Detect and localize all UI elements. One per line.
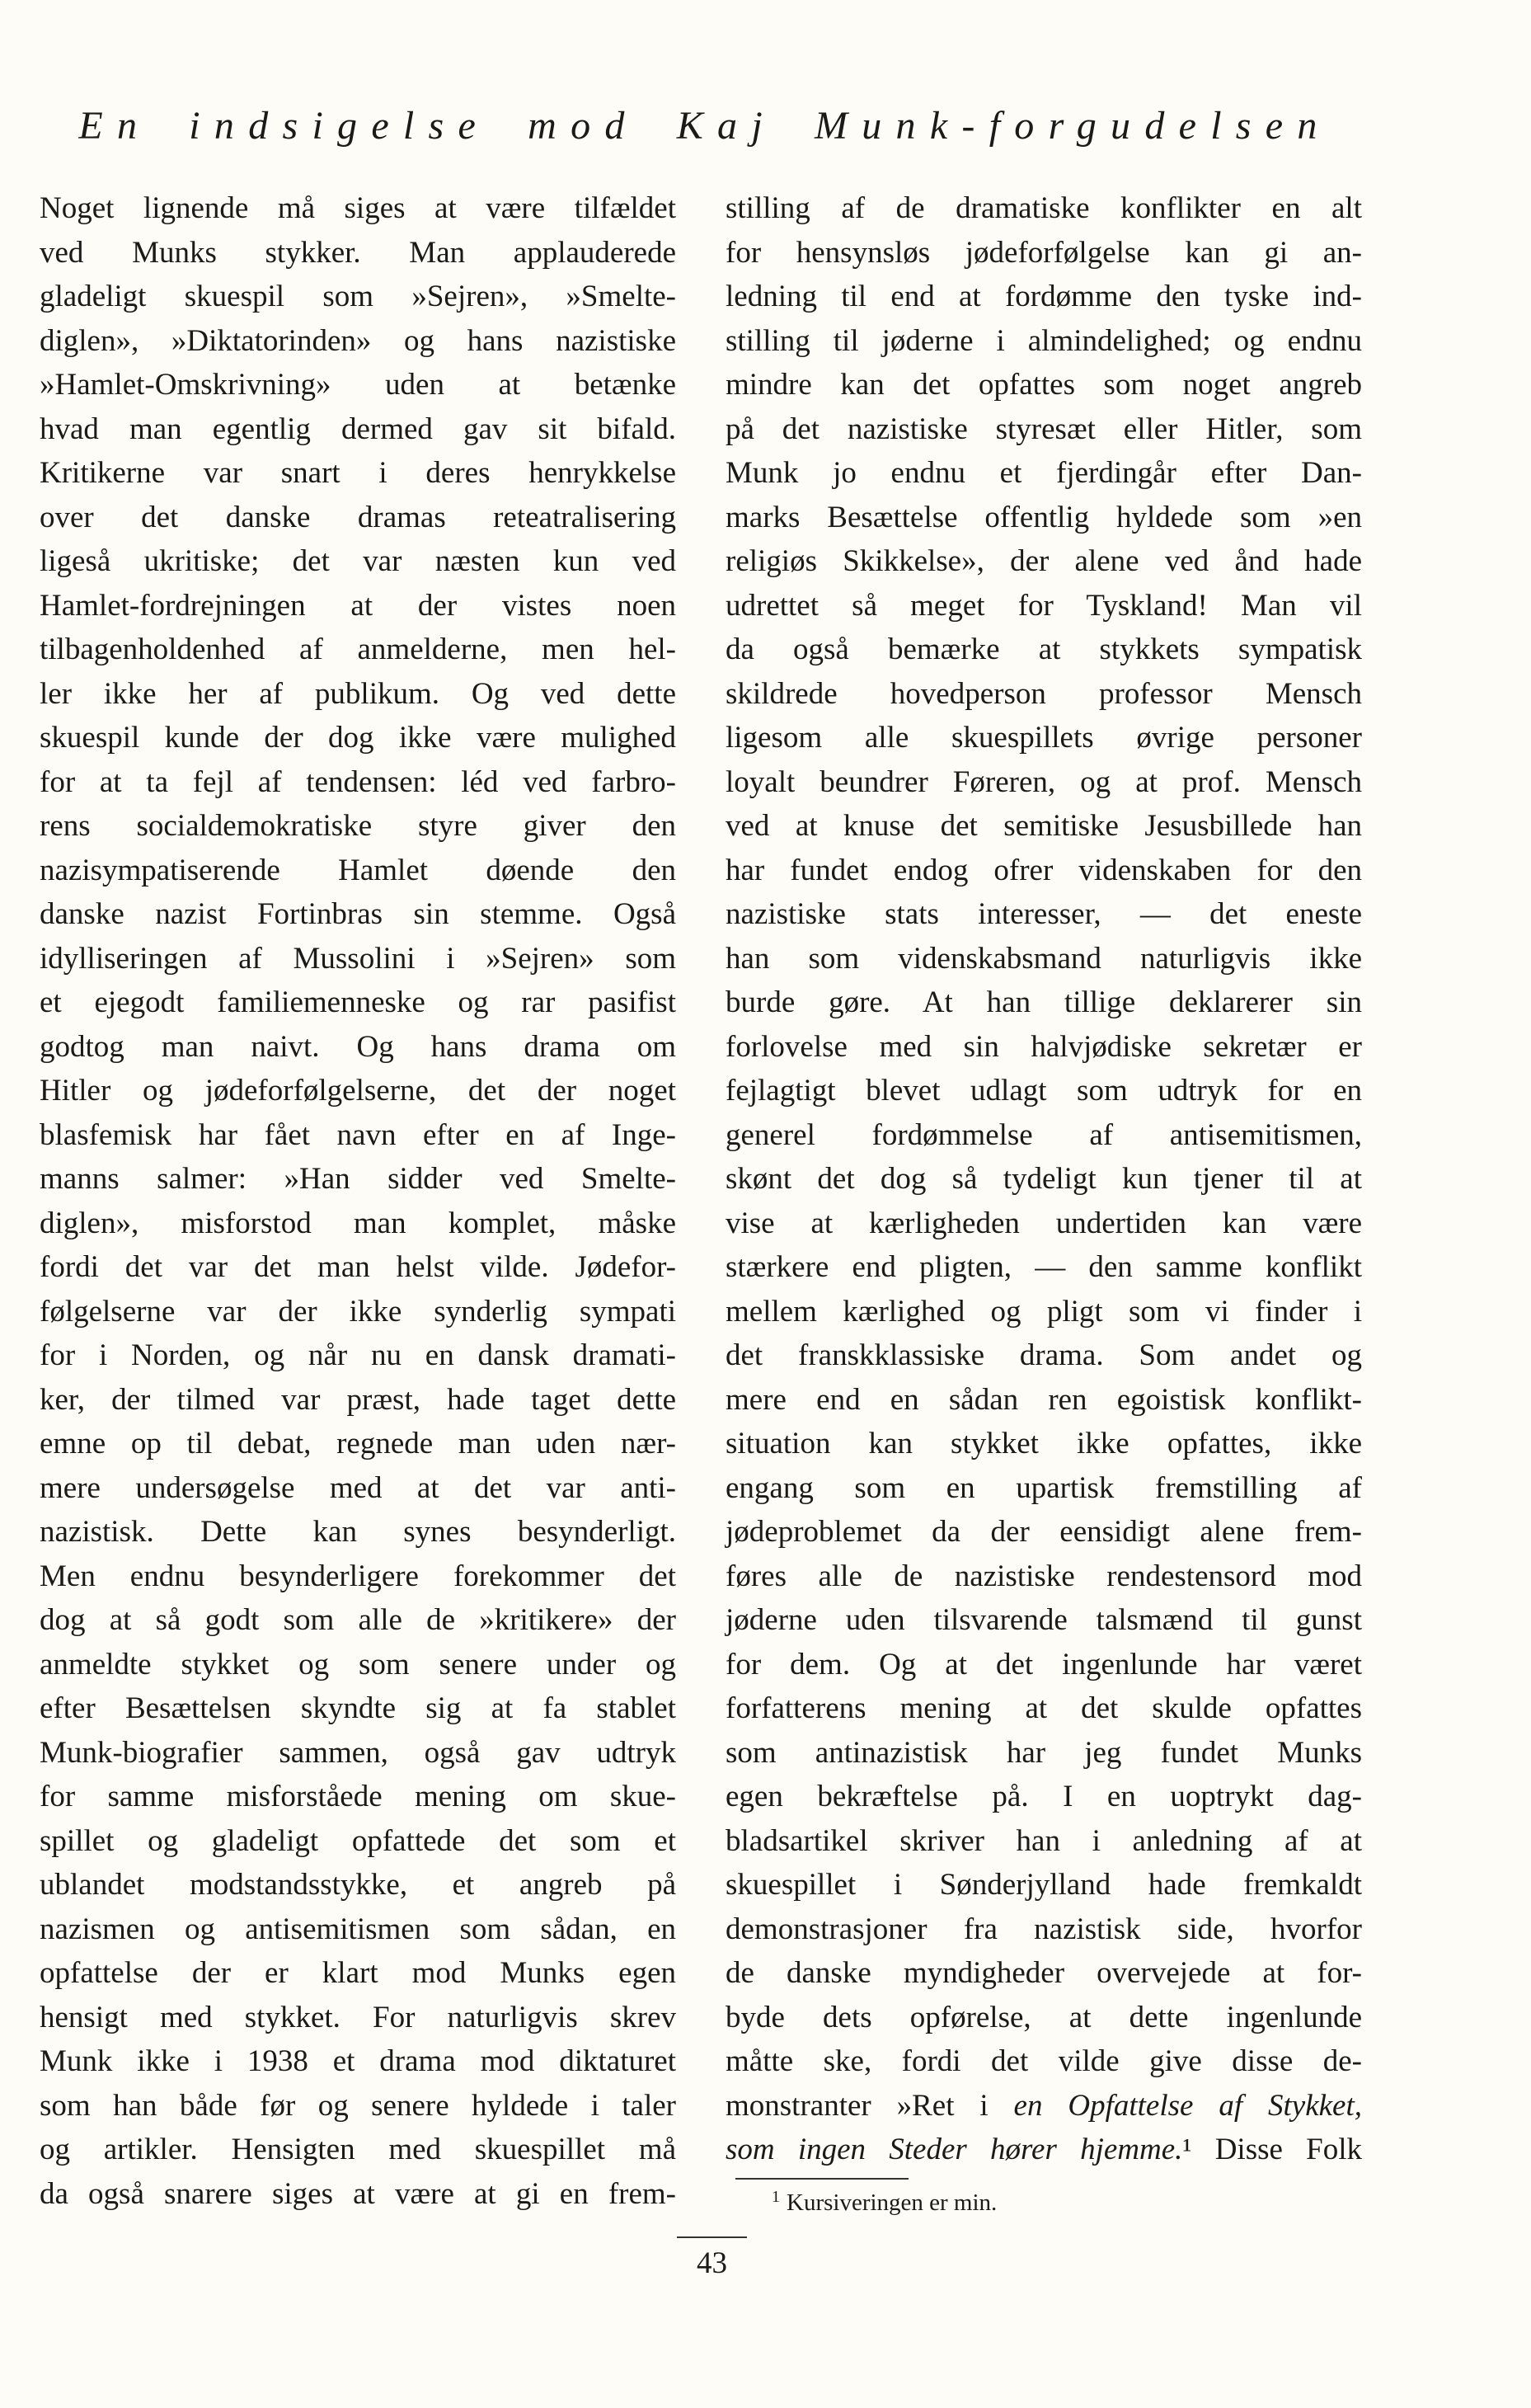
- italic-text-segment: en Opfattelse af Stykket,: [1013, 2088, 1362, 2123]
- text-line: idylliseringen af Mussolini i »Sejren» som: [40, 941, 676, 976]
- text-line: situation kan stykket ikke opfattes, ikke: [726, 1427, 1362, 1460]
- text-line: skildrede hovedperson professor Mensch: [726, 676, 1362, 711]
- text-line: byde dets opførelse, at dette ingenlunde: [726, 2000, 1362, 2034]
- page-number: 43: [697, 2246, 727, 2280]
- text-line: fejlagtigt blevet udlagt som udtryk for en: [726, 1074, 1362, 1108]
- text-line: loyalt beundrer Føreren, og at prof. Mensch: [726, 764, 1362, 799]
- text-line: burde gøre. At han tillige deklarerer sin: [726, 985, 1362, 1019]
- text-segment: monstranter »Ret i: [726, 2088, 1014, 2123]
- text-line: Munk ikke i 1938 et drama mod diktaturet: [40, 2044, 676, 2078]
- text-line: nazistiske stats interesser, — det eneste: [726, 897, 1362, 931]
- text-line: stærkere end pligten, — den samme konflikt: [726, 1250, 1362, 1284]
- text-line: mere end en sådan ren egoistisk konflikt-: [726, 1382, 1362, 1417]
- right-text-column: [726, 186, 1362, 2172]
- text-line: blasfemisk har fået navn efter en af Inge-: [40, 1117, 676, 1152]
- text-line: ved at knuse det semitiske Jesusbillede han: [726, 809, 1362, 843]
- text-line: for i Norden, og når nu en dansk dramati-: [40, 1338, 676, 1372]
- text-line: ler ikke her af publikum. Og ved dette: [40, 676, 676, 711]
- text-line: tilbagenholdenhed af anmelderne, men hel-: [40, 633, 676, 666]
- text-line: da også bemærke at stykkets sympatisk: [726, 633, 1362, 666]
- text-line: ligeså ukritiske; det var næsten kun ved: [40, 544, 676, 578]
- text-line: mere undersøgelse med at det var anti-: [40, 1470, 676, 1505]
- text-line: fordi det var det man helst vilde. Jødefor-: [40, 1250, 676, 1284]
- text-line: emne op til debat, regnede man uden nær-: [40, 1427, 676, 1460]
- text-line: Hitler og jødeforfølgelserne, det der noget: [40, 1074, 676, 1108]
- text-line: over det danske dramas reteatralisering: [40, 500, 676, 534]
- text-line: nazismen og antisemitismen som sådan, en: [40, 1912, 676, 1946]
- text-line: ublandet modstandsstykke, et angreb på: [40, 1868, 676, 1902]
- text-line: ved Munks stykker. Man applauderede: [40, 235, 676, 270]
- text-line: som han både før og senere hyldede i taler: [40, 2088, 676, 2123]
- footnote: [772, 2184, 997, 2216]
- text-line: demonstrasjoner fra nazistisk side, hvorfor: [726, 1912, 1362, 1946]
- footnote-mark: 1: [772, 2188, 780, 2206]
- text-line: for at ta fejl af tendensen: léd ved farbro-: [40, 764, 676, 799]
- footnote-text: Kursiveringen er min.: [787, 2189, 998, 2216]
- text-line: vise at kærligheden undertiden kan være: [726, 1206, 1362, 1240]
- text-line: manns salmer: »Han sidder ved Smelte-: [40, 1162, 676, 1196]
- text-line: nazistisk. Dette kan synes besynderligt.: [40, 1515, 676, 1549]
- text-line: ligesom alle skuespillets øvrige personer: [726, 721, 1362, 755]
- text-line: skønt det dog så tydeligt kun tjener til at: [726, 1162, 1362, 1196]
- text-line: ledning til end at fordømme den tyske ind-: [726, 280, 1362, 313]
- footnote-rule: [735, 2178, 909, 2180]
- text-line: nazisympatiserende Hamlet døende den: [40, 853, 676, 887]
- text-line: anmeldte stykket og som senere under og: [40, 1647, 676, 1681]
- text-line: da også snarere siges at være at gi en frem-: [40, 2176, 676, 2211]
- text-line: efter Besættelsen skyndte sig at fa stablet: [40, 1691, 676, 1725]
- text-line: Noget lignende må siges at være tilfældet: [40, 191, 676, 225]
- text-line: [726, 2128, 1362, 2172]
- text-line: måtte ske, fordi det vilde give disse de-: [726, 2044, 1362, 2078]
- text-line: skuespil kunde der dog ikke være mulighed: [40, 721, 676, 755]
- text-line: hensigt med stykket. For naturligvis skrev: [40, 2000, 676, 2034]
- text-line: hvad man egentlig dermed gav sit bifald.: [40, 412, 676, 446]
- text-line: egen bekræftelse på. I en uoptrykt dag-: [726, 1780, 1362, 1813]
- text-line: mellem kærlighed og pligt som vi finder i: [726, 1294, 1362, 1329]
- text-line: skuespillet i Sønderjylland hade fremkaldt: [726, 1868, 1362, 1902]
- text-line: Men endnu besynderligere forekommer det: [40, 1559, 676, 1593]
- text-line: diglen», misforstod man komplet, måske: [40, 1206, 676, 1240]
- text-line: føres alle de nazistiske rendestensord mod: [726, 1559, 1362, 1593]
- text-line: for dem. Og at det ingenlunde har været: [726, 1647, 1362, 1681]
- text-line: Hamlet-fordrejningen at der vistes noen: [40, 588, 676, 623]
- text-line: spillet og gladeligt opfattede det som et: [40, 1823, 676, 1858]
- text-line: opfattelse der er klart mod Munks egen: [40, 1956, 676, 1990]
- text-line: som antinazistisk har jeg fundet Munks: [726, 1735, 1362, 1770]
- text-line: marks Besættelse offentlig hyldede som »en: [726, 500, 1362, 534]
- text-line: bladsartikel skriver han i anledning af at: [726, 1823, 1362, 1858]
- text-line: mindre kan det opfattes som noget angreb: [726, 368, 1362, 402]
- text-line: et ejegodt familiemenneske og rar pasifist: [40, 985, 676, 1019]
- text-line: dog at så godt som alle de »kritikere» der: [40, 1603, 676, 1637]
- text-line: ker, der tilmed var præst, hade taget dette: [40, 1382, 676, 1417]
- text-line: Munk jo endnu et fjerdingår efter Dan-: [726, 456, 1362, 490]
- text-line: godtog man naivt. Og hans drama om: [40, 1029, 676, 1064]
- text-line: engang som en upartisk fremstilling af: [726, 1470, 1362, 1505]
- text-line: diglen», »Diktatorinden» og hans nazistiske: [40, 323, 676, 358]
- page-number-rule: [677, 2236, 747, 2238]
- text-line: rens socialdemokratiske styre giver den: [40, 809, 676, 843]
- text-line: forfatterens mening at det skulde opfattes: [726, 1691, 1362, 1725]
- text-line: for samme misforståede mening om skue-: [40, 1780, 676, 1813]
- text-line: og artikler. Hensigten med skuespillet må: [40, 2133, 676, 2166]
- text-line: jødeproblemet da der eensidigt alene frem-: [726, 1515, 1362, 1549]
- text-line: de danske myndigheder overvejede at for-: [726, 1956, 1362, 1990]
- text-line: stilling til jøderne i almindelighed; og endnu: [726, 323, 1362, 358]
- text-line: »Hamlet-Omskrivning» uden at betænke: [40, 368, 676, 402]
- text-line: stilling af de dramatiske konflikter en alt: [726, 191, 1362, 225]
- running-head: En indsigelse mod Kaj Munk-forgudelsen: [78, 104, 1331, 148]
- left-text-column: [40, 186, 676, 2216]
- italic-text-segment: som ingen Steder hører hjemme.: [726, 2133, 1183, 2166]
- text-line: jøderne uden tilsvarende talsmænd til gunst: [726, 1603, 1362, 1637]
- text-line: han som videnskabsmand naturligvis ikke: [726, 941, 1362, 976]
- text-line: generel fordømmelse af antisemitismen,: [726, 1117, 1362, 1152]
- text-line: følgelserne var der ikke synderlig sympati: [40, 1294, 676, 1329]
- text-line: gladeligt skuespil som »Sejren», »Smelte-: [40, 280, 676, 313]
- text-line: Kritikerne var snart i deres henrykkelse: [40, 456, 676, 490]
- text-line: [726, 2084, 1362, 2128]
- text-line: på det nazistiske styresæt eller Hitler, som: [726, 412, 1362, 446]
- text-line: det franskklassiske drama. Som andet og: [726, 1338, 1362, 1372]
- text-line: udrettet så meget for Tyskland! Man vil: [726, 588, 1362, 623]
- text-line: danske nazist Fortinbras sin stemme. Også: [40, 897, 676, 931]
- text-line: for hensynsløs jødeforfølgelse kan gi an-: [726, 235, 1362, 270]
- text-line: forlovelse med sin halvjødiske sekretær er: [726, 1029, 1362, 1064]
- text-line: Munk-biografier sammen, også gav udtryk: [40, 1735, 676, 1770]
- text-segment: ¹ Disse Folk: [1182, 2133, 1362, 2166]
- text-line: religiøs Skikkelse», der alene ved ånd hade: [726, 544, 1362, 578]
- text-line: har fundet endog ofrer videnskaben for den: [726, 853, 1362, 887]
